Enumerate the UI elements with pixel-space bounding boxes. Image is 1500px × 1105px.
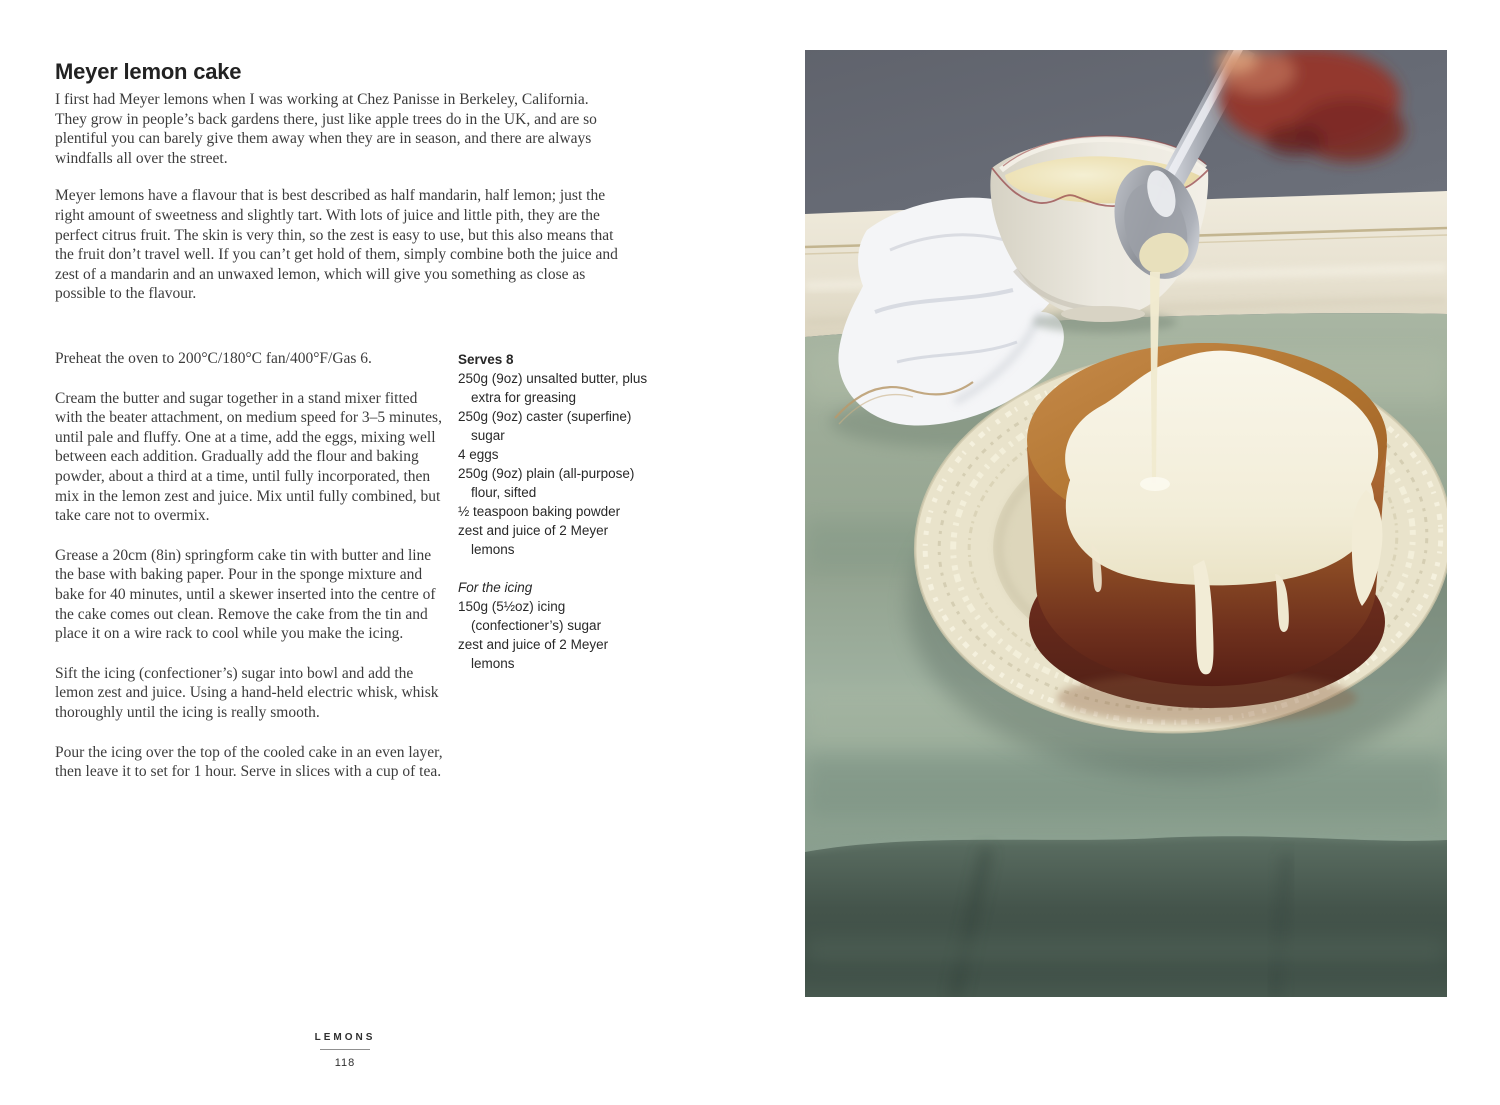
method-step: Preheat the oven to 200°C/180°C fan/400°F/Gas 6.	[55, 350, 372, 367]
method-step: Pour the icing over the top of the cooled cake in an even layer, then leave it to set for 1 hour. Serve in slices with a cup of tea.	[55, 743, 443, 781]
lemon-cake	[1027, 343, 1387, 724]
recipe-photo	[805, 50, 1447, 997]
ingredient-item: zest and juice of 2 Meyer lemons	[458, 637, 609, 671]
ingredient-item: 250g (9oz) caster (superfine) sugar	[458, 409, 632, 443]
icing-subheading: For the icing	[458, 580, 533, 595]
ingredient-item: 4 eggs	[458, 447, 499, 462]
ingredient-item: 250g (9oz) plain (all-purpose) flour, sifted	[458, 466, 635, 500]
ingredient-item: zest and juice of 2 Meyer lemons	[458, 523, 609, 557]
ingredient-item: ½ teaspoon baking powder	[458, 504, 621, 519]
method-step: Cream the butter and sugar together in a stand mixer fitted with the beater attachment, on medium speed for 3–5 minutes, until pale and fluffy. One at a time, add the eggs, mixing well between each addition. Gradually add the flour and baking powder, about a third at a time, until fully incorporated, then mix in the lemon zest and juice. Mix until fully combined, but take care not to overmix.	[55, 389, 442, 525]
footer-rule	[320, 1049, 370, 1050]
intro-paragraph: I first had Meyer lemons when I was working at Chez Panisse in Berkeley, California. They grow in people’s back gardens there, just like apple trees do in the UK, and are so plentiful you can barely give them away when they are in season, and there are always windfalls all over the street.	[55, 91, 597, 167]
intro-text	[55, 90, 623, 322]
ingredients-list	[458, 350, 654, 673]
icing-splash	[1140, 477, 1170, 491]
recipe-title: Meyer lemon cake	[55, 58, 242, 84]
page-footer	[245, 1032, 445, 1069]
method-step: Grease a 20cm (8in) springform cake tin with butter and line the base with baking paper. Pour in the sponge mixture and bake for 40 minutes, until a skewer inserted into the centre of the cake comes out clean. Remove the cake from the tin and place it on a wire rack to cool while you make the icing.	[55, 546, 436, 643]
method-text	[55, 349, 447, 802]
page-number: 118	[334, 1057, 356, 1069]
method-step: Sift the icing (confectioner’s) sugar into bowl and add the lemon zest and juice. Using a hand-held electric whisk, whisk thoroughly until the icing is really smooth.	[55, 664, 439, 721]
recipe-photo-illustration	[805, 50, 1447, 997]
ingredient-item: 150g (5½oz) icing (confectioner’s) sugar	[458, 599, 602, 633]
serves-label: Serves 8	[458, 352, 514, 367]
ingredient-item: 250g (9oz) unsalted butter, plus extra for greasing	[458, 371, 648, 405]
chapter-label: LEMONS	[314, 1032, 376, 1043]
intro-paragraph: Meyer lemons have a flavour that is best described as half mandarin, half lemon; just the right amount of sweetness and slightly tart. With lots of juice and little pith, they are the perfect citrus fruit. The skin is very thin, so the zest is easy to use, but this also means that the fruit don’t travel well. If you can’t get hold of them, simply combine both the juice and zest of a mandarin and an unwaxed lemon, which will give you something as close as possible to the flavour.	[55, 187, 618, 303]
